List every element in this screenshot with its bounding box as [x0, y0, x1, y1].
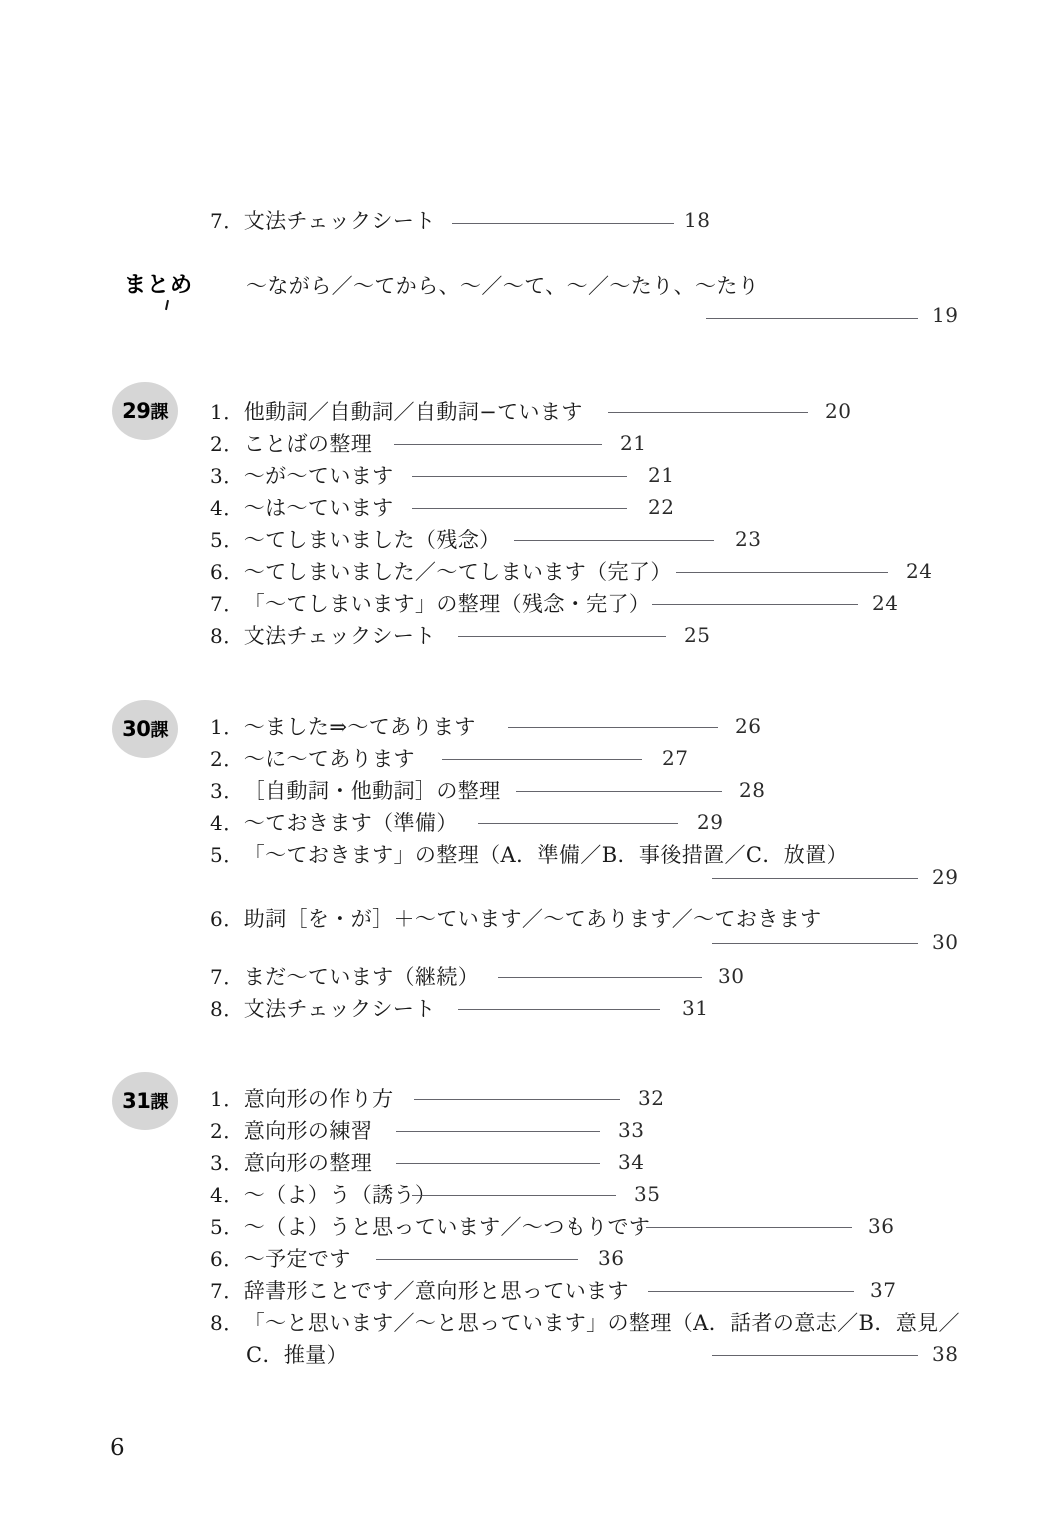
entry-page-number: 27	[662, 746, 689, 770]
entry-page-number: 21	[620, 431, 647, 455]
toc-entry-row	[210, 711, 476, 741]
toc-entry-row	[210, 1179, 436, 1209]
entry-number: 7．	[210, 965, 244, 989]
leader-line	[452, 223, 674, 224]
entry-title: 〜ておきます（準備）	[243, 811, 458, 835]
entry-title: 文法チェックシート	[243, 209, 436, 233]
entry-number: 8．	[210, 624, 244, 648]
entry-title: 意向形の作り方	[243, 1087, 394, 1111]
toc-entry-row	[210, 396, 583, 426]
entry-number: 2．	[210, 432, 244, 456]
toc-entry-row	[210, 1307, 960, 1337]
toc-entry-row	[210, 1147, 372, 1177]
entry-page-number: 23	[735, 527, 762, 551]
entry-number: 4．	[210, 811, 244, 835]
toc-entry-row	[210, 1115, 372, 1145]
leader-line	[712, 1355, 918, 1356]
entry-number: 6．	[210, 1247, 244, 1271]
entry-title: 「〜ておきます」の整理（A．準備／B．事後措置／C．放置）	[243, 843, 848, 867]
entry-number: 5．	[210, 843, 244, 867]
leader-line	[412, 1195, 616, 1196]
lesson-badge-label: 29課	[122, 398, 168, 423]
leader-line	[412, 476, 627, 477]
entry-page-number: 18	[684, 208, 711, 232]
entry-title: 〜ました⇒〜てあります	[243, 715, 476, 739]
entry-number: 3．	[210, 1151, 244, 1175]
entry-page-number: 38	[932, 1342, 959, 1366]
entry-number: 2．	[210, 747, 244, 771]
leader-line	[376, 1259, 578, 1260]
entry-page-number: 30	[718, 964, 745, 988]
entry-number: 4．	[210, 1183, 244, 1207]
entry-title: 意向形の整理	[243, 1151, 373, 1175]
entry-title-line2: C．推量）	[246, 1343, 349, 1367]
entry-page-number: 36	[598, 1246, 625, 1270]
entry-title: 「〜てしまいます」の整理（残念・完了）	[243, 592, 651, 616]
leader-line	[498, 977, 702, 978]
toc-entry-row	[210, 1083, 394, 1113]
entry-title: 〜は〜ています	[243, 496, 394, 520]
entry-page-number: 25	[684, 623, 711, 647]
entry-number: 5．	[210, 1215, 244, 1239]
entry-title: 〜（よ）うと思っています／〜つもりです	[243, 1215, 651, 1239]
toc-entry-row	[210, 961, 479, 991]
entry-number: 8．	[210, 997, 244, 1021]
entry-number: 7．	[210, 1279, 244, 1303]
toc-entry-row	[210, 556, 672, 586]
entry-page-number: 24	[872, 591, 899, 615]
leader-line	[648, 1291, 854, 1292]
entry-page-number: 24	[906, 559, 933, 583]
lesson-badge-label: 30課	[122, 716, 168, 741]
entry-title: まだ〜ています（継続）	[243, 965, 480, 989]
entry-page-number: 37	[870, 1278, 897, 1302]
lesson-badge-31	[112, 1072, 178, 1130]
entry-page-number: 28	[739, 778, 766, 802]
toc-entry-row	[210, 903, 822, 933]
entry-page-number: 34	[618, 1150, 645, 1174]
entry-number: 6．	[210, 560, 244, 584]
entry-number: 2．	[210, 1119, 244, 1143]
summary-tick-mark	[165, 300, 169, 310]
entry-title: 文法チェックシート	[243, 624, 436, 648]
entry-number: 1．	[210, 1087, 244, 1111]
toc-entry-row	[210, 1243, 351, 1273]
entry-page-number: 33	[618, 1118, 645, 1142]
entry-page-number: 29	[932, 865, 959, 889]
leader-line	[458, 636, 666, 637]
summary-label: まとめ	[124, 273, 194, 298]
entry-title: 〜予定です	[243, 1247, 351, 1271]
entry-number: 7．	[210, 209, 244, 233]
lesson-badge-29	[112, 382, 178, 440]
leader-line	[514, 540, 714, 541]
summary-entry-row	[246, 270, 759, 300]
toc-entry-row	[210, 839, 848, 869]
toc-entry-row	[210, 524, 501, 554]
leader-line	[458, 1009, 660, 1010]
entry-title: 〜てしまいました（残念）	[243, 528, 501, 552]
entry-page-number: 29	[697, 810, 724, 834]
toc-entry-row	[210, 205, 436, 235]
toc-entry-row-continuation	[246, 1339, 348, 1369]
leader-line	[396, 1163, 600, 1164]
toc-entry-row	[210, 428, 372, 458]
entry-title: 文法チェックシート	[243, 997, 436, 1021]
entry-page-number: 26	[735, 714, 762, 738]
leader-line	[676, 572, 888, 573]
toc-entry-row	[210, 743, 415, 773]
entry-number: 6．	[210, 907, 244, 931]
leader-line	[652, 604, 858, 605]
toc-entry-row	[210, 460, 394, 490]
entry-title: ことばの整理	[243, 432, 373, 456]
summary-page-number: 19	[932, 303, 959, 327]
entry-number: 8．	[210, 1311, 244, 1335]
entry-page-number: 30	[932, 930, 959, 954]
leader-line	[478, 823, 678, 824]
entry-number: 4．	[210, 496, 244, 520]
entry-title: 助詞［を・が］＋〜ています／〜てあります／〜ておきます	[243, 907, 822, 931]
entry-title: 意向形の練習	[243, 1119, 373, 1143]
toc-entry-row	[210, 620, 436, 650]
toc-entry-row	[210, 492, 394, 522]
page-folio-number: 6	[110, 1435, 125, 1461]
leader-line	[394, 444, 602, 445]
leader-line	[442, 759, 642, 760]
leader-line	[396, 1131, 600, 1132]
entry-page-number: 21	[648, 463, 675, 487]
entry-page-number: 36	[868, 1214, 895, 1238]
entry-title: 〜に〜てあります	[243, 747, 415, 771]
leader-line	[414, 1099, 620, 1100]
lesson-badge-label: 31課	[122, 1088, 168, 1113]
leader-line	[412, 508, 627, 509]
entry-page-number: 22	[648, 495, 675, 519]
leader-line	[646, 1227, 852, 1228]
toc-entry-row	[210, 1275, 629, 1305]
leader-line	[508, 727, 718, 728]
entry-title: 〜（よ）う（誘う）	[243, 1183, 437, 1207]
entry-number: 1．	[210, 715, 244, 739]
toc-entry-row	[210, 588, 650, 618]
leader-line	[712, 878, 918, 879]
entry-page-number: 31	[682, 996, 709, 1020]
entry-title: 他動詞／自動詞／自動詞−ています	[243, 400, 583, 424]
entry-page-number: 35	[634, 1182, 661, 1206]
summary-title: 〜ながら／〜てから、〜／〜て、〜／〜たり、〜たり	[246, 274, 760, 298]
entry-title: 〜が〜ています	[243, 464, 394, 488]
entry-number: 5．	[210, 528, 244, 552]
entry-page-number: 32	[638, 1086, 665, 1110]
entry-number: 3．	[210, 779, 244, 803]
leader-line	[706, 318, 918, 319]
entry-title: 辞書形ことです／意向形と思っています	[243, 1279, 629, 1303]
toc-entry-row	[210, 775, 501, 805]
toc-entry-row	[210, 1211, 650, 1241]
entry-title: 「〜と思います／〜と思っています」の整理（A．話者の意志／B．意見／	[243, 1311, 960, 1335]
entry-title: ［自動詞・他動詞］の整理	[243, 779, 501, 803]
entry-page-number: 20	[825, 399, 852, 423]
toc-entry-row	[210, 993, 436, 1023]
entry-number: 1．	[210, 400, 244, 424]
leader-line	[516, 791, 722, 792]
toc-entry-row	[210, 807, 458, 837]
entry-number: 7．	[210, 592, 244, 616]
leader-line	[608, 412, 808, 413]
lesson-badge-30	[112, 700, 178, 758]
entry-number: 3．	[210, 464, 244, 488]
leader-line	[712, 943, 918, 944]
entry-title: 〜てしまいました／〜てしまいます（完了）	[243, 560, 672, 584]
